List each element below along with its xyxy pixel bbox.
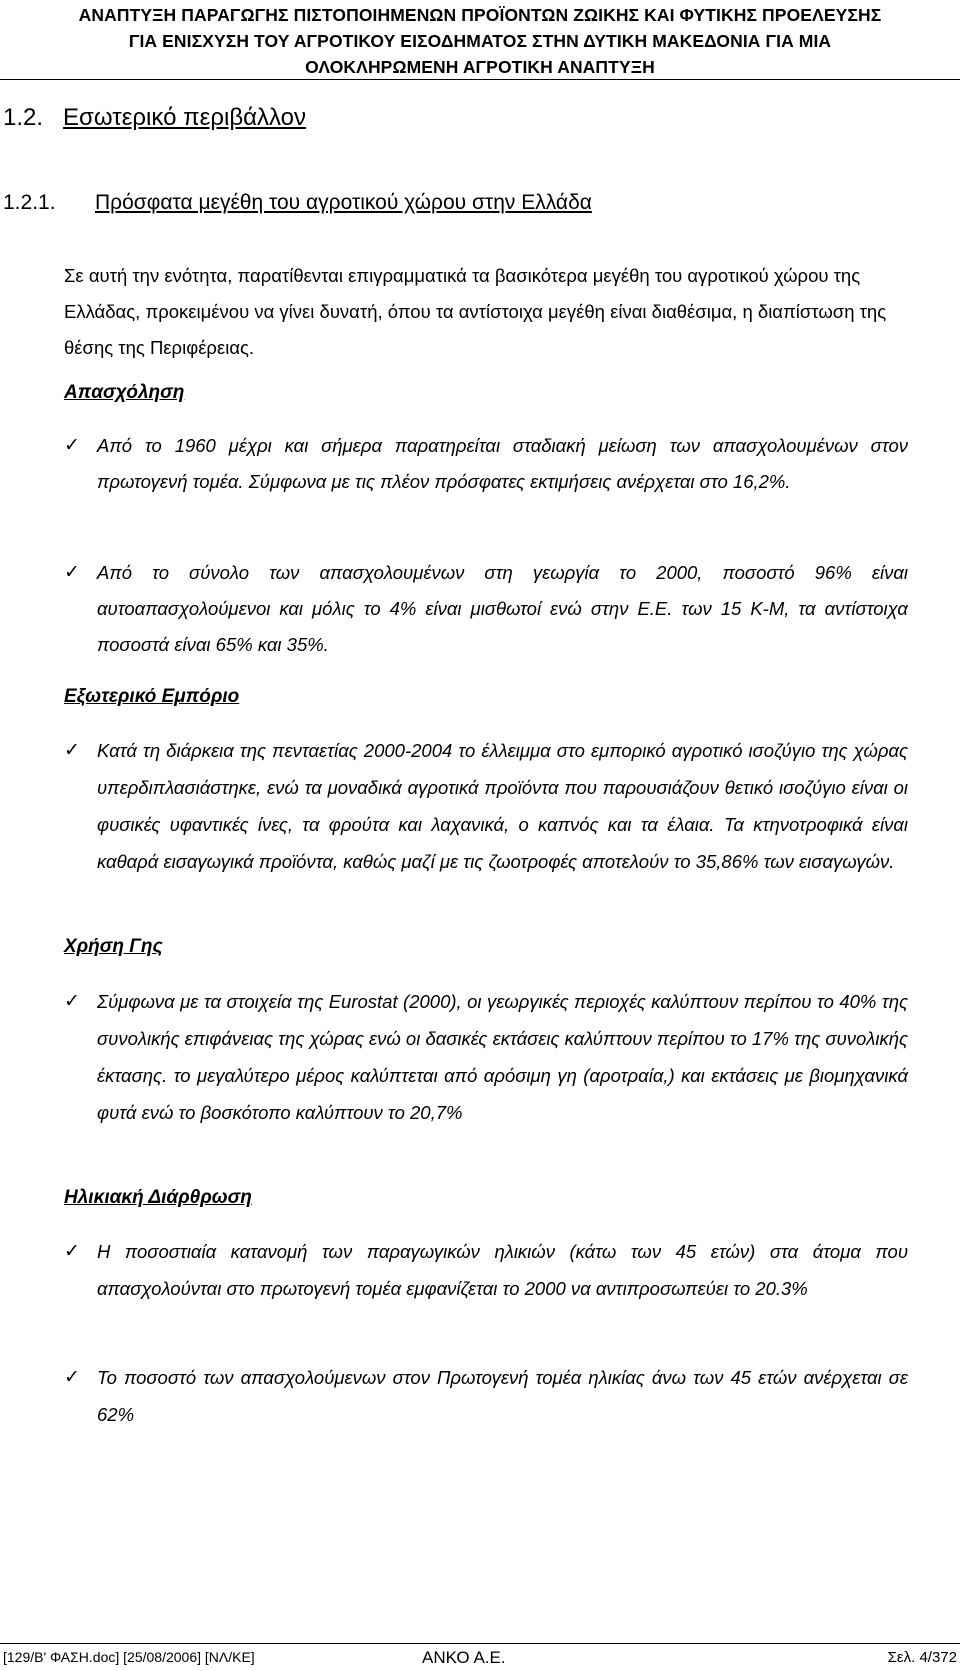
footer-divider	[0, 1643, 960, 1644]
document-header	[0, 0, 960, 80]
header-line-2: ΓΙΑ ΕΝΙΣΧΥΣΗ ΤΟΥ ΑΓΡΟΤΙΚΟΥ ΕΙΣΟΔΗΜΑΤΟΣ ΣΤΗΝ ΔΥΤΙΚΗ ΜΑΚΕΔΟΝΙΑ ΓΙΑ ΜΙΑ	[128, 31, 832, 51]
footer-company: ΑΝΚΟ Α.Ε.	[422, 1648, 506, 1667]
header-line-1: ΑΝΑΠΤΥΞΗ ΠΑΡΑΓΩΓΗΣ ΠΙΣΤΟΠΟΙΗΜΕΝΩΝ ΠΡΟΪΟΝΤΩΝ ΖΩΙΚΗΣ ΚΑΙ ΦΥΤΙΚΗΣ ΠΡΟΕΛΕΥΣΗΣ	[78, 5, 882, 25]
header-divider	[0, 79, 960, 80]
employment-heading: Απασχόληση	[64, 382, 185, 403]
checkmark-icon: ✓	[64, 1367, 80, 1388]
list-item-text: Από το σύνολο των απασχολουμένων στη γεωργία το 2000, ποσοστό 96% είναι αυτοαπασχολούμενοι και μόλις το 4% είναι μισθωτοί ενώ στην Ε.Ε. των 15 Κ-Μ, τα αντίστοιχα ποσοστά είναι 65% και 35%.	[97, 562, 908, 655]
land-use-item-1	[64, 983, 908, 1131]
checkmark-icon: ✓	[64, 740, 80, 761]
age-heading: Ηλικιακή Διάρθρωση	[64, 1187, 252, 1208]
section-number: 1.2.	[3, 104, 44, 131]
list-item-text: Η ποσοστιαία κατανομή των παραγωγικών ηλικιών (κάτω των 45 ετών) στα άτομα που απασχολούνται στο πρωτογενή τομέα εμφανίζεται το 2000 να αντιπροσωπεύει το 20.3%	[97, 1241, 908, 1299]
section-heading	[3, 103, 306, 133]
employment-item-1	[64, 428, 908, 500]
land-use-heading: Χρήση Γης	[64, 936, 163, 957]
section-title: Εσωτερικό περιβάλλον	[63, 104, 307, 131]
subsection-heading	[3, 189, 592, 217]
subsection-title: Πρόσφατα μεγέθη του αγροτικού χώρου στην Ελλάδα	[95, 191, 592, 214]
footer-page-number: Σελ. 4/372	[887, 1649, 957, 1666]
trade-heading: Εξωτερικό Εμπόριο	[64, 686, 240, 707]
footer-file-info: [129/Β' ΦΑΣΗ.doc] [25/08/2006] [ΝΛ/ΚΕ]	[3, 1649, 255, 1665]
list-item-text: Κατά τη διάρκεια της πενταετίας 2000-2004 το έλλειμμα στο εμπορικό αγροτικό ισοζύγιο της χώρας υπερδιπλασιάστηκε, ενώ τα μοναδικά αγροτικά προϊόντα που παρουσιάζουν θετικό ισοζύγιο είναι οι φυσικές υφαντικές ίνες, τα φρούτα και λαχανικά, ο καπνός και τα έλαια. Τα κτηνοτροφικά είναι καθαρά εισαγωγικά προϊόντα, καθώς μαζί με τις ζωοτροφές αποτελούν το 35,86% των εισαγωγών.	[97, 740, 908, 872]
checkmark-icon: ✓	[64, 1241, 80, 1262]
intro-paragraph: Σε αυτή την ενότητα, παρατίθενται επιγραμματικά τα βασικότερα μεγέθη του αγροτικού χώρου της Ελλάδας, προκειμένου να γίνει δυνατή, όπου τα αντίστοιχα μεγέθη είναι διαθέσιμα, η διαπίστωση της θέσης της Περιφέρειας.	[64, 265, 887, 358]
document-footer	[0, 1649, 960, 1669]
subsection-number: 1.2.1.	[3, 191, 56, 214]
employment-item-2	[64, 555, 908, 663]
checkmark-icon: ✓	[64, 991, 80, 1012]
header-line-3: ΟΛΟΚΛΗΡΩΜΕΝΗ ΑΓΡΟΤΙΚΗ ΑΝΑΠΤΥΞΗ	[305, 57, 655, 77]
list-item-text: Από το 1960 μέχρι και σήμερα παρατηρείται σταδιακή μείωση των απασχολουμένων στον πρωτογενή τομέα. Σύμφωνα με τις πλέον πρόσφατες εκτιμήσεις ανέρχεται στο 16,2%.	[97, 435, 908, 492]
trade-item-1	[64, 732, 908, 880]
age-item-1	[64, 1233, 908, 1307]
list-item-text: Σύμφωνα με τα στοιχεία της Eurostat (2000), οι γεωργικές περιοχές καλύπτουν περίπου το 40% της συνολικής επιφάνειας της χώρας ενώ οι δασικές εκτάσεις καλύπτουν περίπου το 17% της συνολικής έκτασης. το μεγαλύτερο μέρος καλύπτεται από αρόσιμη γη (αροτραία,) και εκτάσεις με βιομηχανικά φυτά ενώ το βοσκότοπο καλύπτουν το 20,7%	[97, 991, 908, 1123]
checkmark-icon: ✓	[64, 562, 80, 583]
list-item-text: Το ποσοστό των απασχολούμενων στον Πρωτογενή τομέα ηλικίας άνω των 45 ετών ανέρχεται σε 62%	[97, 1367, 908, 1425]
age-item-2	[64, 1359, 908, 1433]
checkmark-icon: ✓	[64, 435, 80, 456]
